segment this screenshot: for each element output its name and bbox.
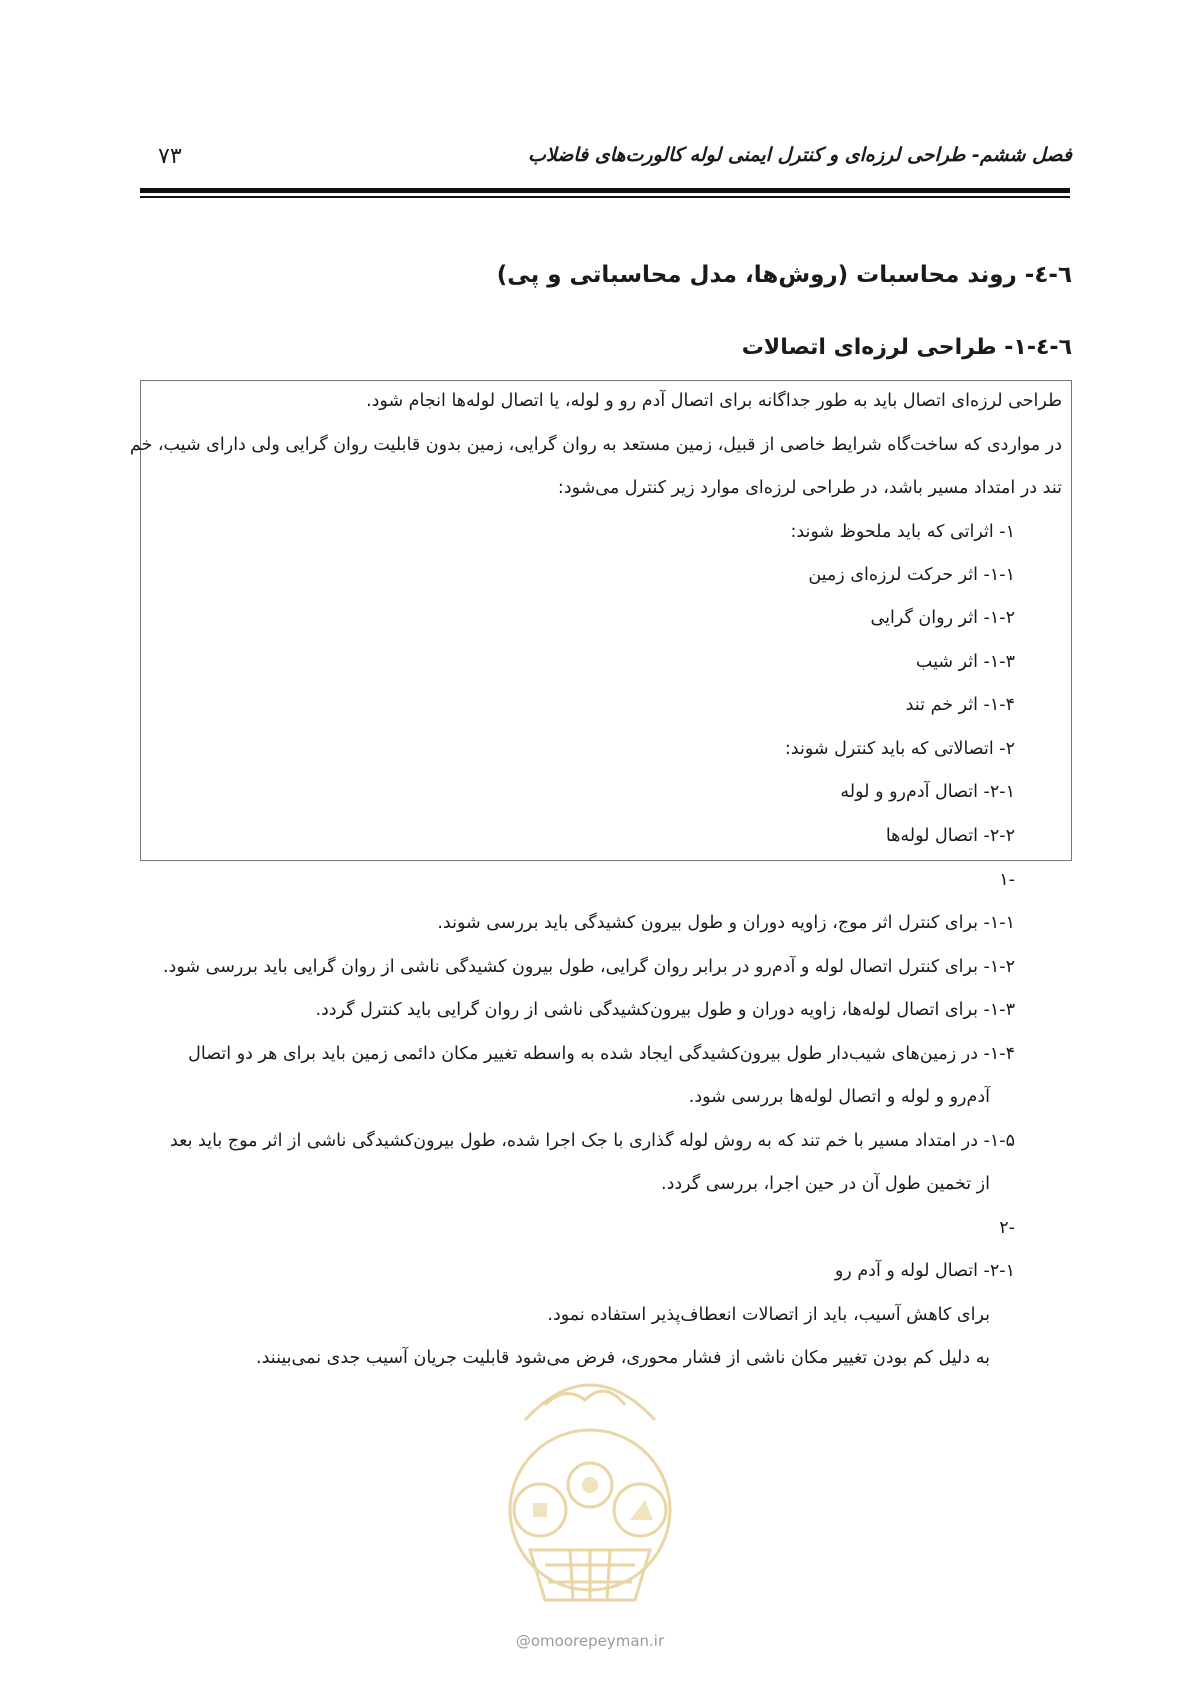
paragraph-line: ۱-۲- برای کنترل اتصال لوله و آدم‌رو در برابر روان گرایی، طول بیرون کشیدگی ناشی از روان گرایی باید بررسی شود.: [162, 957, 1015, 977]
paragraph-line: برای کاهش آسیب، باید از اتصالات انعطاف‌پذیر استفاده نمود.: [547, 1305, 990, 1325]
list-item: ۱-۴- اثر خم تند: [905, 695, 1015, 715]
page-number: ۷۳: [158, 144, 182, 169]
paragraph-line: ۲-۱- اتصال لوله و آدم رو: [834, 1261, 1015, 1281]
paragraph-line: ۱-۵- در امتداد مسیر با خم تند که به روش لوله گذاری با جک اجرا شده، طول بیرون‌کشیدگی ناشی از اثر موج باید بعد: [169, 1131, 1015, 1151]
watermark-logo: [485, 1360, 695, 1630]
subsection-heading: ٦-٤-١- طراحی لرزه‌ای اتصالات: [741, 335, 1072, 360]
paragraph-line: آدم‌رو و لوله و اتصال لوله‌ها بررسی شود.: [688, 1087, 990, 1107]
header-rule-thick: [140, 188, 1070, 193]
list-item: ۲- اتصالاتی که باید کنترل شوند:: [784, 739, 1015, 759]
section-marker: ۱-: [999, 870, 1015, 890]
section-marker: ۲-: [999, 1218, 1015, 1238]
header-rule-thin: [140, 196, 1070, 198]
list-item: ۱-۲- اثر روان گرایی: [870, 608, 1015, 628]
paragraph-line: ۱-۱- برای کنترل اثر موج، زاویه دوران و طول بیرون کشیدگی باید بررسی شوند.: [437, 913, 1015, 933]
box-intro-line: طراحی لرزه‌ای اتصال باید به طور جداگانه برای اتصال آدم رو و لوله، یا اتصال لوله‌ها انجام شود.: [366, 391, 1062, 411]
section-heading: ٦-٤- روند محاسبات (روش‌ها، مدل محاسباتی و پی): [496, 262, 1072, 288]
list-item: ۱- اثراتی که باید ملحوظ شوند:: [790, 522, 1015, 542]
watermark-url: @omoorepeyman.ir: [515, 1632, 665, 1650]
box-intro-line: تند در امتداد مسیر باشد، در طراحی لرزه‌ای موارد زیر کنترل می‌شود:: [557, 478, 1062, 498]
list-item: ۱-۳- اثر شیب: [915, 652, 1015, 672]
running-title: فصل ششم- طراحی لرزه‌ای و کنترل ایمنی لوله کالورت‌های فاضلاب: [528, 144, 1072, 166]
paragraph-line: ۱-۳- برای اتصال لوله‌ها، زاویه دوران و طول بیرون‌کشیدگی ناشی از روان گرایی باید کنترل گردد.: [315, 1000, 1015, 1020]
paragraph-line: از تخمین طول آن در حین اجرا، بررسی گردد.: [661, 1174, 990, 1194]
list-item: ۲-۱- اتصال آدم‌رو و لوله: [840, 782, 1015, 802]
paragraph-line: به دلیل کم بودن تغییر مکان ناشی از فشار محوری، فرض می‌شود قابلیت جریان آسیب جدی نمی‌بینند.: [256, 1348, 990, 1368]
list-item: ۱-۱- اثر حرکت لرزه‌ای زمین: [808, 565, 1015, 585]
paragraph-line: ۱-۴- در زمین‌های شیب‌دار طول بیرون‌کشیدگی ایجاد شده به واسطه تغییر مکان دائمی زمین باید برای هر دو اتصال: [188, 1044, 1015, 1064]
list-item: ۲-۲- اتصال لوله‌ها: [885, 826, 1015, 846]
box-intro-line: در مواردی که ساخت‌گاه شرایط خاصی از قبیل، زمین مستعد به روان گرایی، زمین بدون قابلیت روان گرایی ولی دارای شیب، خم: [129, 435, 1062, 455]
